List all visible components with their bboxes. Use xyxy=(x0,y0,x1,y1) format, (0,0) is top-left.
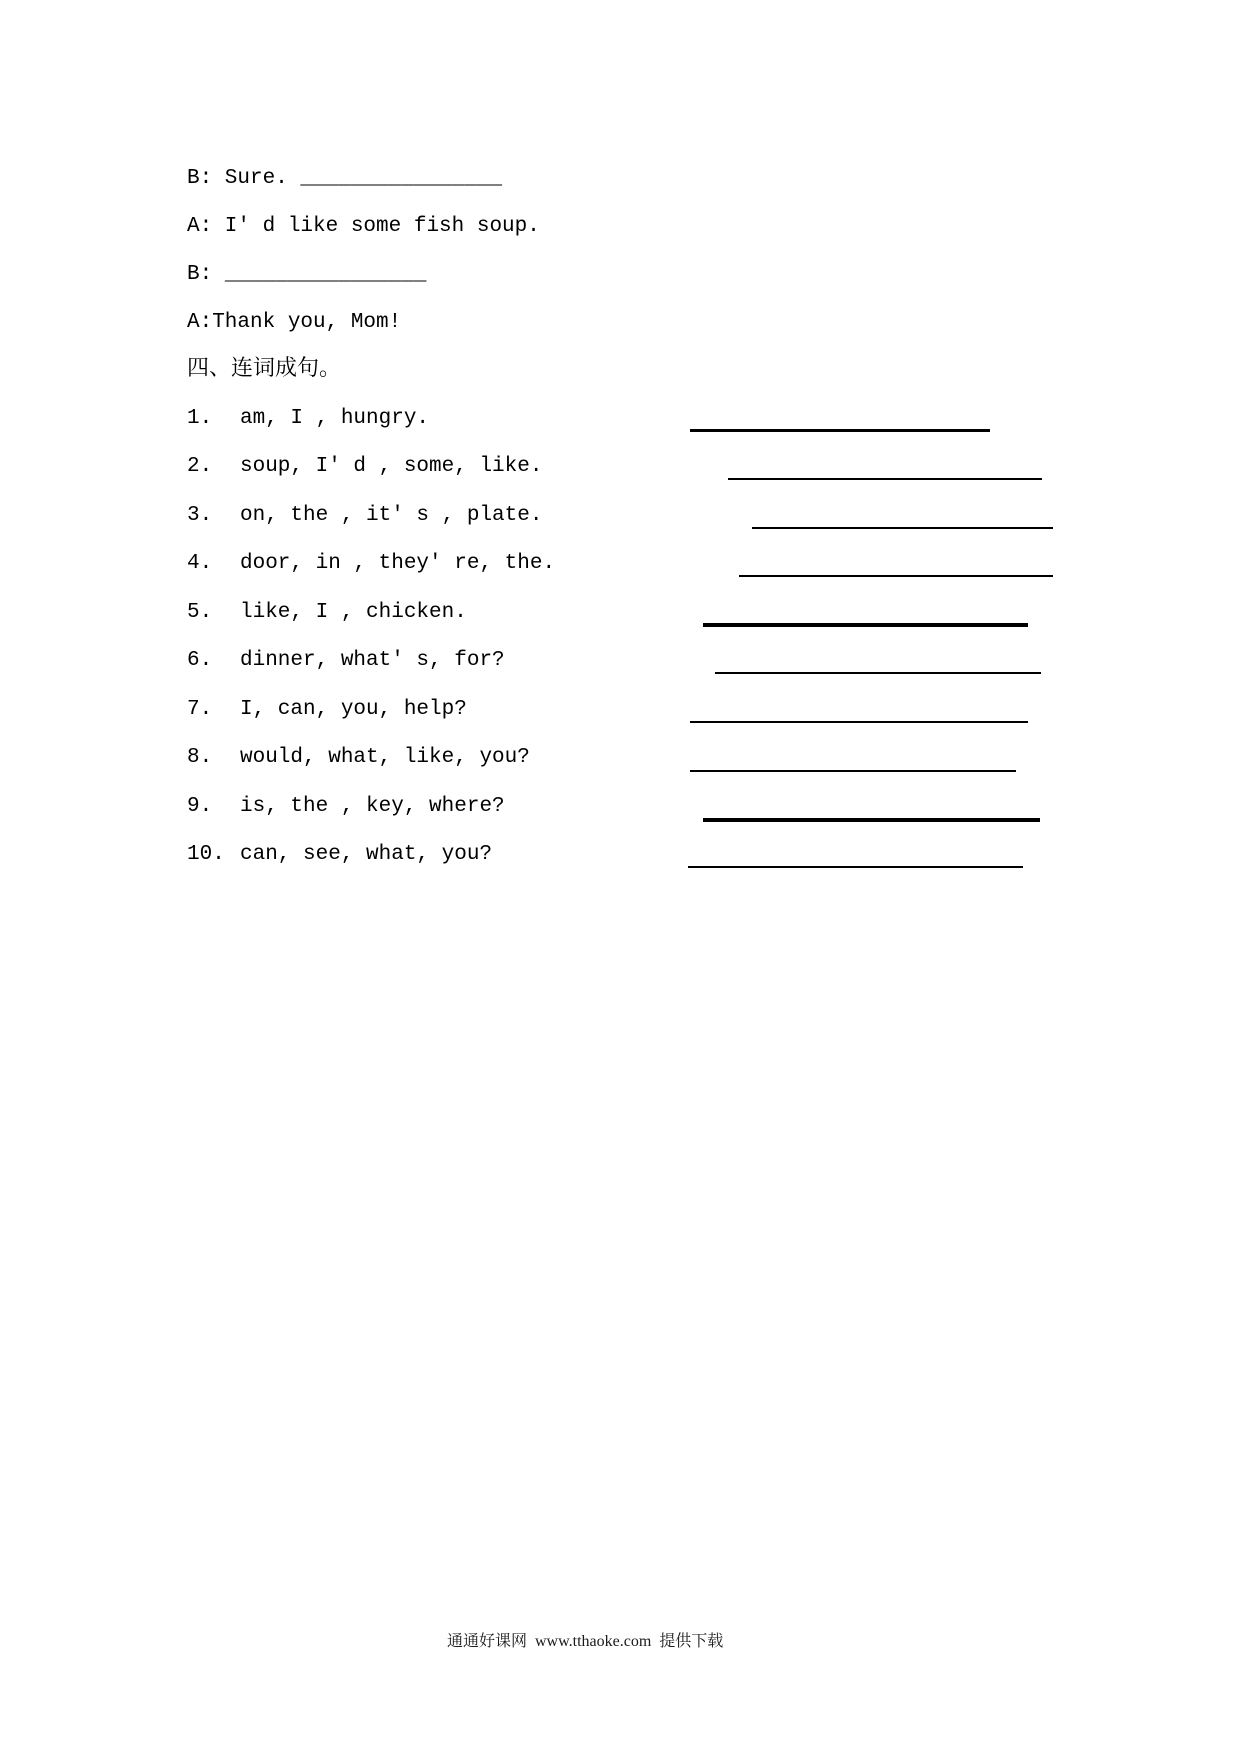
dialogue-line xyxy=(187,166,502,192)
item-words: I, can, you, help? xyxy=(240,698,467,721)
section-title: 四、连词成句。 xyxy=(187,357,342,382)
item-number: 1. xyxy=(187,407,213,430)
answer-blank-line xyxy=(688,866,1023,868)
answer-blank-line xyxy=(690,721,1028,723)
item-number: 7. xyxy=(187,698,213,721)
answer-blank-line xyxy=(728,478,1042,480)
item-words: like, I , chicken. xyxy=(240,601,467,624)
answer-blank-line xyxy=(703,623,1028,627)
item-number: 3. xyxy=(187,504,213,527)
exercise-item xyxy=(187,600,467,626)
item-number: 8. xyxy=(187,746,213,769)
exercise-item xyxy=(187,551,555,577)
fill-in-blank: ________________ xyxy=(224,263,427,286)
item-words: door, in , they' re, the. xyxy=(240,552,556,575)
answer-blank-line xyxy=(690,770,1016,772)
dialogue-line xyxy=(187,262,426,288)
item-words: would, what, like, you? xyxy=(240,746,530,769)
answer-blank-line xyxy=(739,575,1053,577)
item-words: am, I , hungry. xyxy=(240,407,430,430)
fill-in-blank: ________________ xyxy=(300,167,503,190)
exercise-item xyxy=(187,794,505,820)
item-words: on, the , it' s , plate. xyxy=(240,504,543,527)
item-words: soup, I' d , some, like. xyxy=(240,455,543,478)
exercise-item xyxy=(187,503,542,529)
dialogue-text: B: Sure. xyxy=(187,167,301,190)
exercise-item xyxy=(187,842,492,868)
dialogue-line xyxy=(187,214,540,240)
item-words: dinner, what' s, for? xyxy=(240,649,505,672)
item-words: is, the , key, where? xyxy=(240,795,505,818)
dialogue-text: A: I' d like some fish soup. xyxy=(187,215,540,238)
item-number: 5. xyxy=(187,601,213,624)
answer-blank-line xyxy=(690,429,990,432)
exercise-item xyxy=(187,697,467,723)
exercise-item xyxy=(187,454,542,480)
answer-blank-line xyxy=(752,527,1053,529)
answer-blank-line xyxy=(715,672,1041,674)
answer-blank-line xyxy=(703,818,1040,822)
dialogue-text: B: xyxy=(187,263,225,286)
exercise-item xyxy=(187,648,505,674)
item-number: 10. xyxy=(187,843,225,866)
dialogue-line xyxy=(187,310,401,336)
item-number: 4. xyxy=(187,552,213,575)
item-number: 9. xyxy=(187,795,213,818)
exercise-item xyxy=(187,745,530,771)
exercise-item xyxy=(187,406,429,432)
item-number: 6. xyxy=(187,649,213,672)
item-number: 2. xyxy=(187,455,213,478)
footer-text: 通通好课网 www.tthaoke.com 提供下载 xyxy=(447,1633,724,1650)
item-words: can, see, what, you? xyxy=(240,843,493,866)
dialogue-text: A:Thank you, Mom! xyxy=(187,311,402,334)
